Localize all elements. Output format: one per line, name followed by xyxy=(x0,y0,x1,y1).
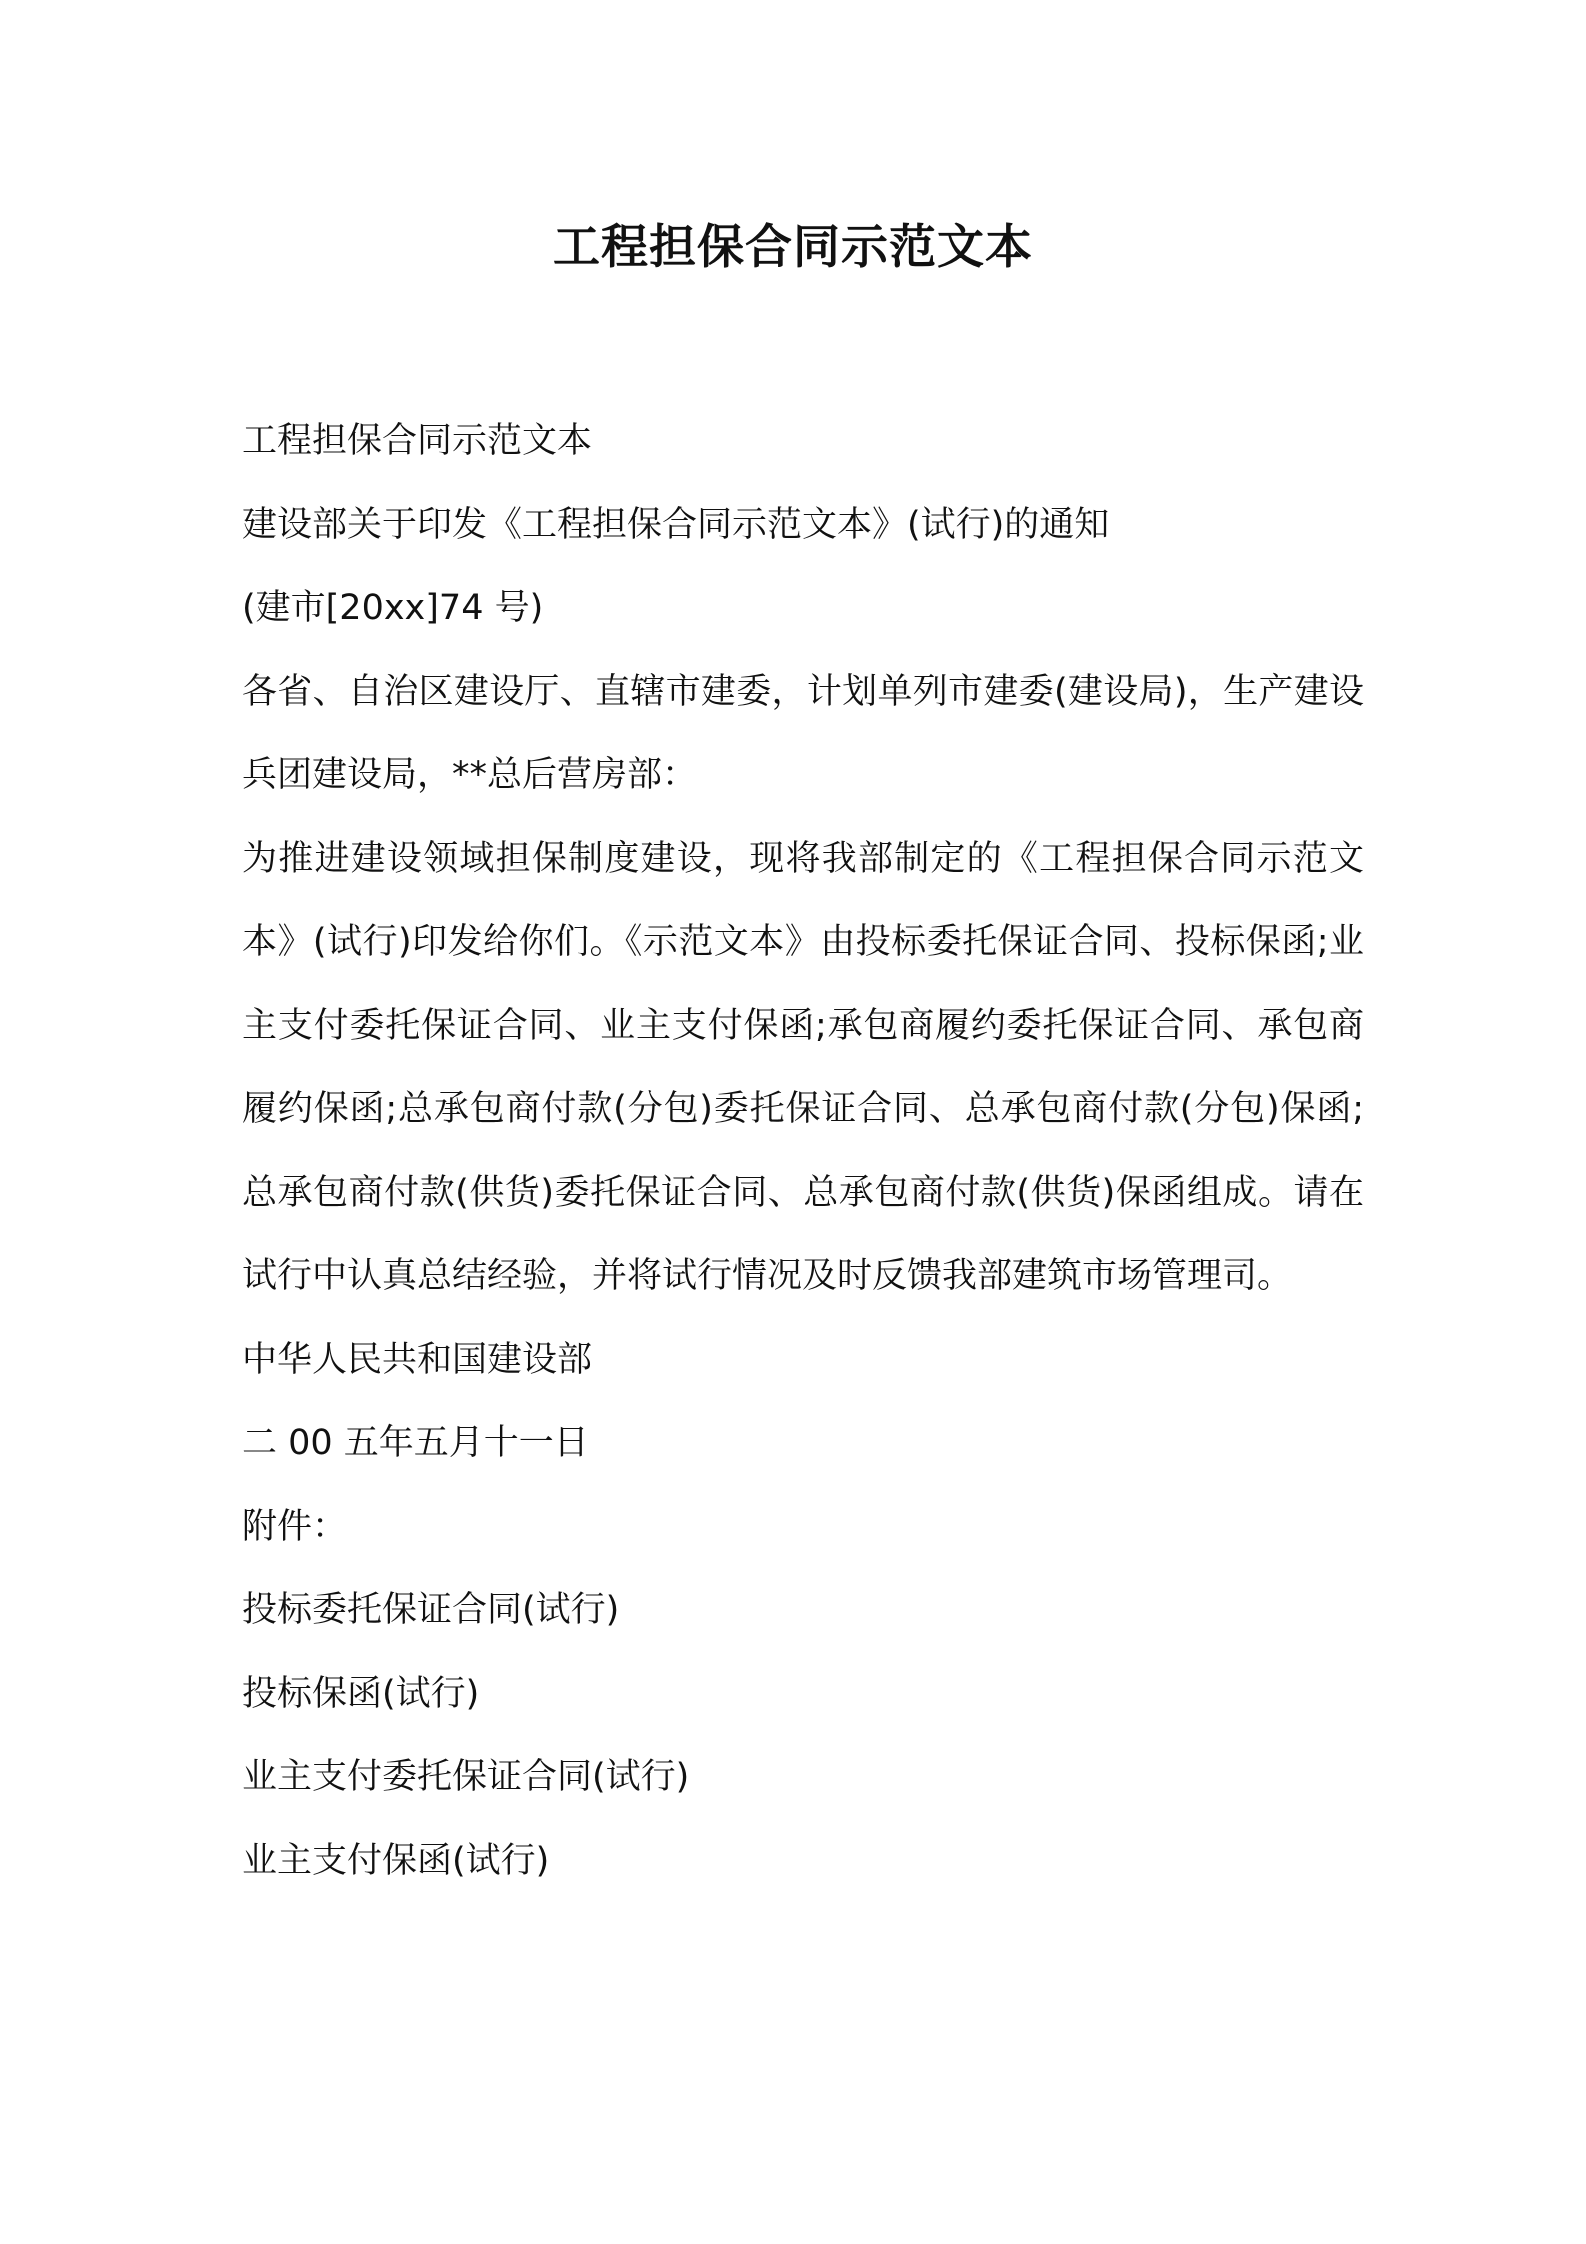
paragraph-subtitle: 工程担保合同示范文本 xyxy=(242,421,593,461)
attachment-item: 业主支付保函(试行) xyxy=(242,1840,550,1881)
paragraph-main-body: 为推进建设领域担保制度建设，现将我部制定的《工程担保合同示范文本》(试行)印发给你们。《示范文本》由投标委托保证合同、投标保函;业主支付委托保证合同、业主支付保函;承包商履约委托保证合同、承包商履约保函;总承包商付款(分包)委托保证合同、总承包商付款(分包)保函;总承包商付款(供货)委托保证合同、总承包商付款(供货)保函组成。请在试行中认真总结经验，并将试行情况及时反馈我部建筑市场管理司。 xyxy=(242,838,1364,1296)
attachment-item: 投标保函(试行) xyxy=(242,1673,480,1714)
paragraph-attachments-label: 附件： xyxy=(242,1506,348,1547)
paragraph-notice-title: 建设部关于印发《工程担保合同示范文本》(试行)的通知 xyxy=(242,504,1110,545)
paragraph-date: 二 00 五年五月十一日 xyxy=(242,1423,589,1463)
document-body xyxy=(242,400,1364,1903)
paragraph-issuer: 中华人民共和国建设部 xyxy=(242,1339,593,1380)
attachment-item: 业主支付委托保证合同(试行) xyxy=(242,1757,690,1797)
document-title: 工程担保合同示范文本 xyxy=(553,220,1033,275)
attachment-item: 投标委托保证合同(试行) xyxy=(242,1590,620,1630)
paragraph-addressees: 各省、自治区建设厅、直辖市建委，计划单列市建委(建设局)，生产建设兵团建设局，**总后营房部： xyxy=(242,671,1364,795)
paragraph-document-number: (建市[20xx]74 号) xyxy=(242,588,544,628)
